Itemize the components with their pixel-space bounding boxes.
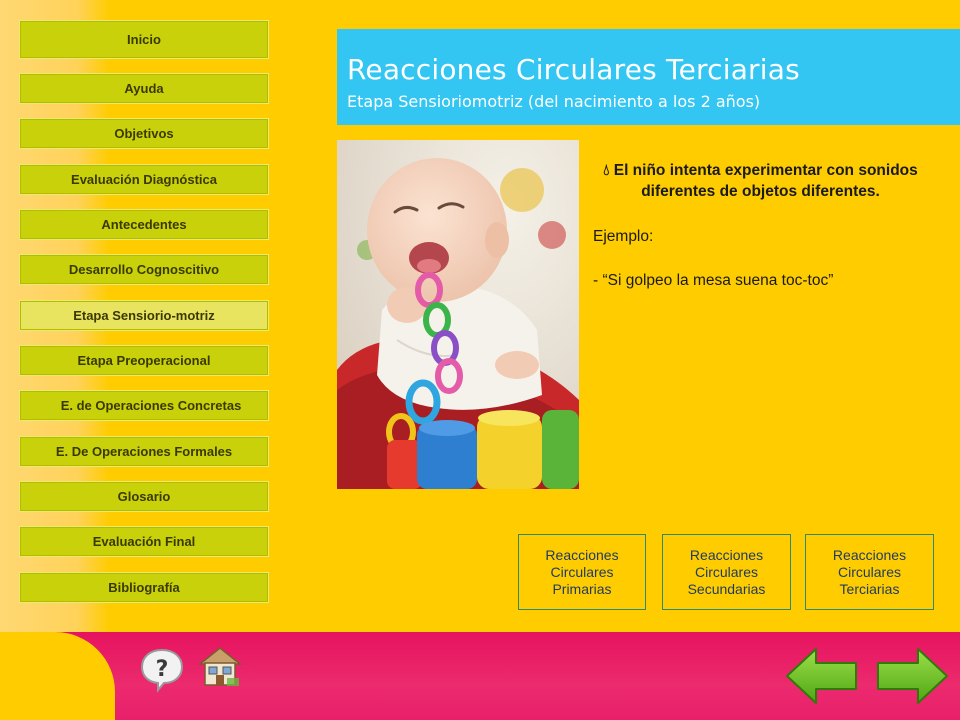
nav-label: Etapa Sensiorio-motriz (73, 308, 215, 323)
nav-label: Inicio (127, 32, 161, 47)
back-arrow-button[interactable] (784, 645, 860, 707)
nav-evaluacion-diagnostica[interactable] (19, 164, 269, 195)
home-icon (196, 642, 244, 690)
nav-label: E. De Operaciones Formales (55, 444, 233, 459)
home-button[interactable] (196, 642, 244, 690)
bullet-icon: 💧︎ (603, 162, 610, 179)
nav-glosario[interactable] (19, 481, 269, 512)
nav-label: Objetivos (114, 126, 174, 141)
forward-arrow-button[interactable] (874, 645, 950, 707)
nav-inicio[interactable] (19, 20, 269, 59)
nav-desarrollo-cognoscitivo[interactable] (19, 254, 269, 285)
nav-label: Ayuda (124, 81, 164, 96)
nav-antecedentes[interactable] (19, 209, 269, 240)
nav-etapa-sensoriomotriz[interactable] (19, 300, 269, 331)
nav-ayuda[interactable] (19, 73, 269, 104)
baby-photo (337, 140, 579, 489)
arrow-left-icon (784, 645, 860, 707)
nav-label: Bibliografía (108, 580, 180, 595)
nav-label: Glosario (117, 489, 171, 504)
nav-evaluacion-final[interactable] (19, 526, 269, 557)
subnav-label: Reacciones Circulares Secundarias (687, 546, 766, 597)
nav-operaciones-formales[interactable] (19, 436, 269, 467)
arrow-right-icon (874, 645, 950, 707)
subnav-primarias[interactable] (518, 534, 646, 610)
subnav-terciarias[interactable] (805, 534, 934, 610)
nav-label: Evaluación Final (92, 534, 196, 549)
main-statement (593, 160, 928, 202)
nav-label: Evaluación Diagnóstica (71, 172, 217, 187)
nav-label: Antecedentes (101, 217, 187, 232)
subnav-label: Reacciones Circulares Primarias (545, 546, 619, 597)
nav-etapa-preoperacional[interactable] (19, 345, 269, 376)
example-label: Ejemplo: (593, 228, 654, 245)
example-text: - “Si golpeo la mesa suena toc-toc” (593, 272, 834, 289)
nav-bibliografia[interactable] (19, 572, 269, 603)
nav-label: Desarrollo Cognoscitivo (68, 262, 220, 277)
nav-operaciones-concretas[interactable] (19, 390, 269, 421)
page-subtitle: Etapa Sensioriomotriz (del nacimiento a los 2 años) (347, 92, 761, 111)
nav-objetivos[interactable] (19, 118, 269, 149)
page-title: Reacciones Circulares Terciarias (347, 53, 800, 86)
help-button[interactable] (138, 646, 186, 694)
main-text: El niño intenta experimentar con sonidos diferentes de objetos diferentes. (613, 162, 918, 200)
nav-label: E. de Operaciones Concretas (60, 398, 242, 413)
baby-illustration (337, 140, 579, 489)
content-text (593, 160, 928, 290)
help-icon (138, 646, 186, 694)
page-header (337, 29, 960, 125)
help-symbol: ? (155, 657, 169, 682)
subnav-label: Reacciones Circulares Terciarias (832, 546, 907, 597)
nav-label: Etapa Preoperacional (77, 353, 211, 368)
subnav-secundarias[interactable] (662, 534, 791, 610)
